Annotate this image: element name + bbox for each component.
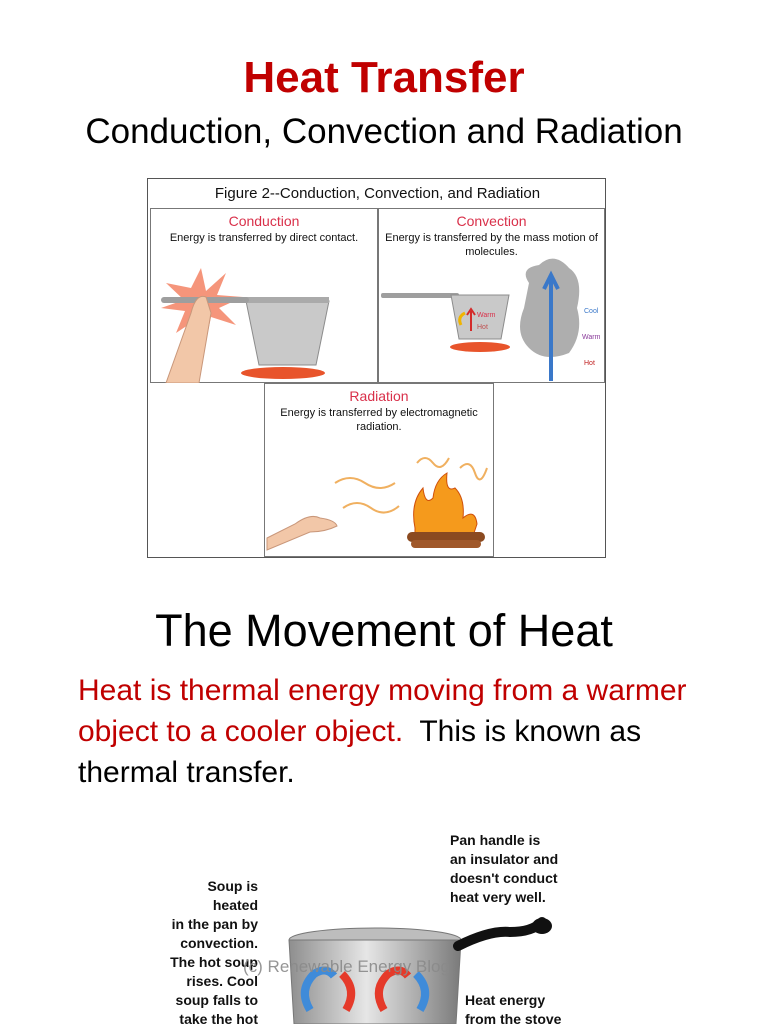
convection-panel (378, 208, 605, 383)
air-cool-label: Cool (584, 308, 599, 315)
stove-heat-note: Heat energy from the stove (465, 992, 562, 1027)
conduction-panel (150, 208, 378, 383)
convection-title: Convection (456, 213, 527, 229)
heat-wave-icon (417, 458, 449, 467)
heat-transfer-figure (147, 178, 606, 558)
conduction-desc: Energy is transferred by direct contact. (169, 232, 359, 244)
convection-desc: Energy is transferred by the mass motion of molecules. (385, 232, 598, 258)
pan-handle-note: Pan handle is an insulator and doesn't conduct heat very well. (450, 832, 559, 905)
pan-icon (246, 301, 329, 365)
heat-wave-icon (335, 478, 395, 488)
convection-illustration (379, 253, 604, 383)
pan-warm-label: Warm (477, 312, 496, 319)
log-icon (411, 540, 481, 548)
paragraph-conclusion: This is known as thermal transfer. (78, 715, 642, 789)
heat-wave-icon (343, 503, 399, 513)
radiation-illustration (265, 428, 493, 558)
pan-icon (289, 940, 461, 1024)
air-hot-label: Hot (584, 360, 595, 367)
pan-hot-label: Hot (477, 324, 488, 331)
radiation-desc: Energy is transferred by electromagnetic radiation. (280, 407, 478, 433)
page-subtitle: Conduction, Convection and Radiation (85, 112, 683, 151)
watermark: (c) Renewable Energy Blog (243, 957, 450, 976)
pan-handle-icon (381, 293, 459, 298)
radiation-title: Radiation (349, 388, 409, 404)
stove-burner-icon (241, 367, 325, 379)
stove-burner-icon (450, 342, 510, 352)
conduction-illustration (151, 253, 377, 383)
hand-icon (267, 516, 337, 550)
conduction-title: Conduction (228, 213, 300, 229)
figure-caption: Figure 2--Conduction, Convection, and Radiation (214, 185, 541, 202)
section-paragraph (78, 670, 718, 793)
fire-icon (414, 473, 477, 536)
soup-convection-note: Soup is heated in the pan by convection. The hot soup rises. Cool soup falls to take the hot (170, 878, 258, 1027)
heat-wave-icon (460, 464, 487, 479)
pan-handle-icon (458, 922, 542, 946)
page-title: Heat Transfer (243, 53, 525, 102)
paragraph-definition: Heat is thermal energy moving from a warmer object to a cooler object. (78, 674, 687, 748)
radiation-panel (264, 383, 494, 557)
section-heading: The Movement of Heat (155, 605, 613, 656)
air-warm-label: Warm (582, 334, 601, 341)
